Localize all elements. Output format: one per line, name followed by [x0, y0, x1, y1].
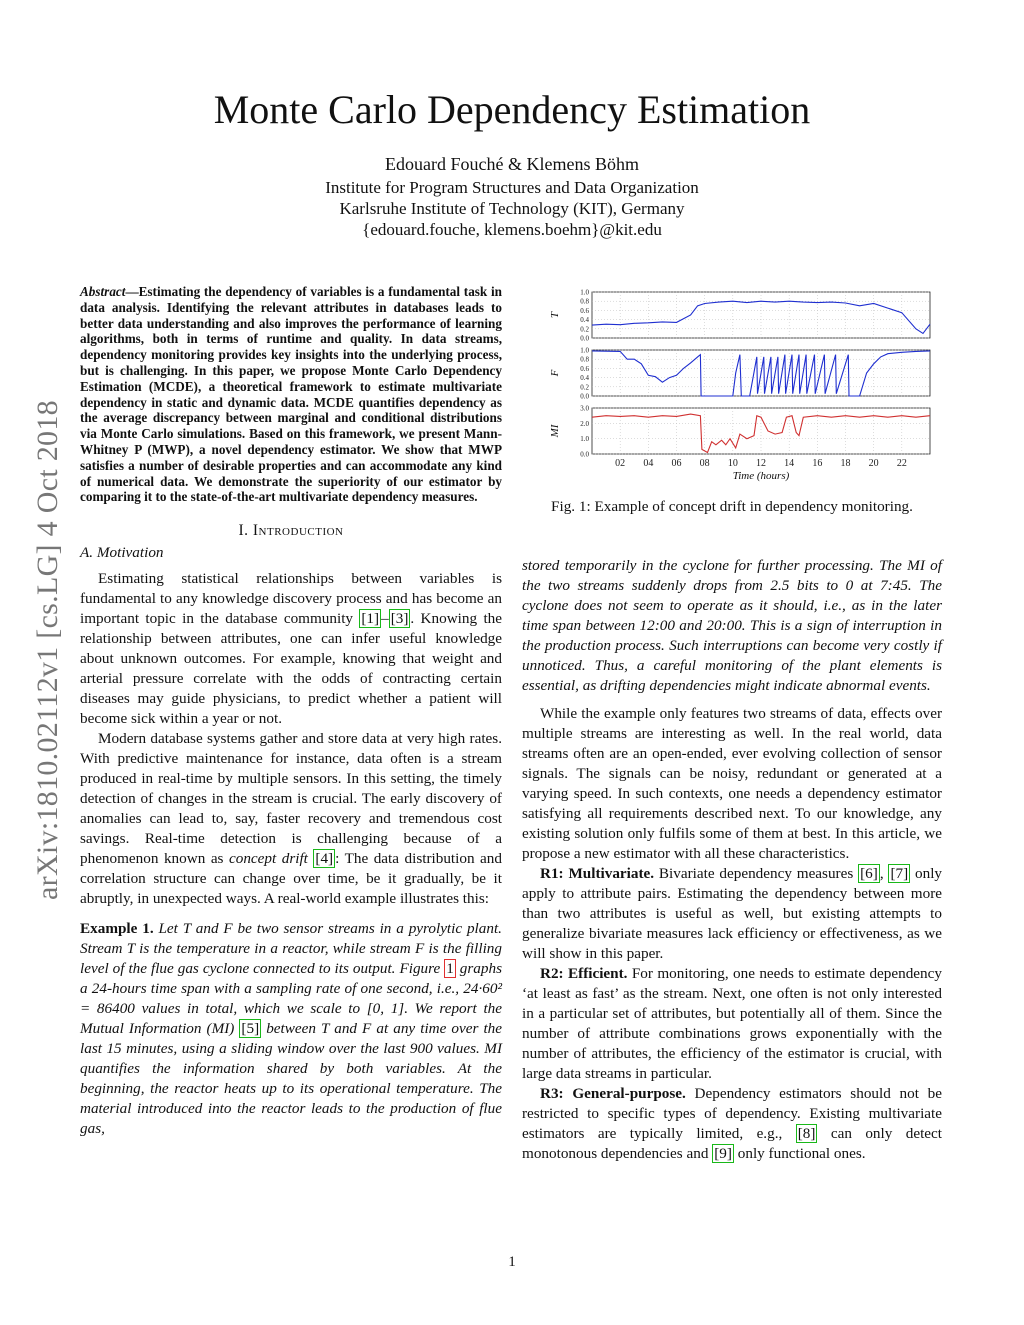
y-tick-label: 2.0: [580, 419, 589, 428]
intro-paragraph-2: Modern database systems gather and store data at very high rates. With predictive maintenance for instance, data often is a stream produced in real-time by multiple sensors. In this setting, the timely detection of changes in the stream is crucial. The early discovery of anomalies can lead to, say, faster recovery and tremendous cost savings. Real-time detection is challenging because of a phenomenon known as concept drift [4] : The data distribution and correlation structure can change over time, be it gradually, be it abruptly, in unexpected ways. A real-world example illustrates this:: [80, 730, 502, 908]
author-email: {edouard.fouche, klemens.boehm}@kit.edu: [362, 220, 662, 239]
y-tick-label: 0.0: [580, 334, 589, 343]
arxiv-stamp: [18, 360, 78, 940]
figure-1: [522, 284, 942, 484]
citation-link[interactable]: [1]: [361, 610, 380, 628]
abstract-lead: Abstract: [80, 284, 126, 299]
intro-paragraph-1: Estimating statistical relationships between variables is fundamental to any knowledge discovery process and has become an important topic in the database community [1] – [3] . Knowing the relationship between attributes, one can infer useful knowledge about unknown outcomes. For example, knowing that weight and arterial pressure correlate with the odds of contracting certain diseases may guide physicians, to predict whether a patient will become sick within a year or not.: [80, 570, 502, 728]
example-1: Example 1. Let T and F be two sensor streams in a pyrolytic plant. Stream T is the temperature in a reactor, while stream F is the filling level of the flue gas cyclone connected to its output. Figure 1 graphs a 24-hours time span with a sampling rate of one second, i.e., 24·60² = 86400 values in total, which we scale to [0, 1]. We report the Mutual Information (MI) [5] between T and F at any time over the last 15 minutes, using a sliding window over the last 900 values. MI quantifies the information shared by both variables. At the beginning, the reactor heats up to its operational temperature. The material introduced into the reactor leads to the production of flue gas,: [80, 920, 503, 1138]
y-tick-label: 0.4: [580, 316, 589, 325]
example-continuation: stored temporarily in the cyclone for further processing. The MI of the two streams suddenly drops from 2.5 bits to 0 at 7:45. The cyclone does not seem to operate as it should, i.e., as in the later time span between 12:00 and 20:00. This is a sign of interruption in the production process. Such interruptions can become very costly if unnoticed. Thus, a careful monitoring of the plant elements is essential, as drifting dependencies might indicate abnormal events.: [522, 557, 942, 694]
y-tick-label: 3.0: [580, 404, 589, 413]
subsection-heading-motivation: A. Motivation: [80, 544, 164, 562]
y-tick-label: 1.0: [580, 435, 589, 444]
left-column: [80, 284, 502, 1139]
x-tick-label: 18: [840, 458, 851, 469]
paper-title: Monte Carlo Dependency Estimation: [213, 87, 811, 132]
y-tick-label: 0.0: [580, 392, 589, 401]
x-tick-label: 14: [784, 458, 795, 469]
section-heading-introduction: I. Introduction: [238, 522, 344, 540]
y-axis-label: F: [549, 369, 561, 377]
citation-link[interactable]: [8]: [797, 1125, 816, 1142]
y-tick-label: 1.0: [580, 346, 589, 355]
y-tick-label: 0.0: [580, 450, 589, 459]
figure-reference-link[interactable]: 1: [446, 960, 454, 978]
y-tick-label: 0.6: [580, 306, 589, 315]
requirement-r2: R2: Efficient. For monitoring, one needs to estimate dependency ‘at least as fast’ as the stream. Next, one often is not only interested in a particular set of attributes, but potentially all of them. Since the number of attribute combinations grows exponentially with the number of attributes, the efficiency of the estimator is crucial, with large data streams in particular.: [522, 965, 942, 1082]
y-tick-label: 0.8: [580, 297, 589, 306]
y-axis-label: MI: [549, 424, 561, 438]
y-tick-label: 0.2: [580, 325, 589, 334]
abstract: [80, 284, 502, 505]
requirement-r3: R3: General-purpose. Dependency estimators should not be restricted to specific types of dependency. Existing multivariate estimators are typically limited, e.g., [8] can only detect monotonous dependencies and [9] only functional ones.: [522, 1085, 943, 1162]
y-tick-label: 0.6: [580, 364, 589, 373]
x-tick-label: 12: [756, 458, 766, 469]
x-axis-label: Time (hours): [732, 470, 790, 482]
citation-link[interactable]: [6]: [860, 865, 878, 882]
x-tick-label: 20: [868, 458, 879, 469]
arxiv-id: arXiv:1810.02112v1 [cs.LG] 4 Oct 2018: [31, 400, 64, 900]
series-line-mi: [592, 414, 930, 452]
y-tick-label: 0.2: [580, 383, 589, 392]
citation-link[interactable]: [9]: [714, 1145, 732, 1162]
x-tick-label: 06: [671, 458, 682, 469]
x-tick-label: 10: [727, 458, 738, 469]
requirement-r1: R1: Multivariate. Bivariate dependency measures [6] , [7] only apply to attribute pairs. Estimating the dependency between more than two attributes is useful as well, but existing attempts to generalize bivariate measures lack efficiency or effectiveness, as we will show in this paper.: [522, 865, 943, 962]
citation-link[interactable]: [5]: [241, 1020, 260, 1038]
x-tick-label: 16: [812, 458, 823, 469]
author-block: [0, 154, 1024, 240]
y-tick-label: 0.8: [580, 355, 589, 364]
figure-caption: Fig. 1: Example of concept drift in dependency monitoring.: [551, 498, 913, 515]
example-label: Example 1.: [80, 920, 154, 938]
citation-link[interactable]: [3]: [390, 610, 409, 628]
concept-drift-chart: [522, 284, 942, 484]
paragraph-streams: While the example only features two streams of data, effects over multiple streams are interesting as well. In the real world, data streams often are an open-ended, ever evolving collection of sensor signals. The signals can be noisy, redundant or generated at a varying speed. In such contexts, one needs a dependency estimator satisfying all requirements described next. To our knowledge, any existing solution only fulfils some of them at best. In this article, we propose a new estimator with all these characteristics.: [522, 705, 942, 862]
abstract-text: —Estimating the dependency of variables is a fundamental task in data analysis. Identifying the relevant attributes in databases leads to better data understanding and also improves the performance of learning algorithms, both in terms of runtime and quality. In data streams, dependency monitoring provides key insights into the underlying process, but is challenging. In this paper, we propose Monte Carlo Dependency Estimation (MCDE), a theoretical framework to estimate multivariate dependency in static and dynamic data. MCDE quantifies dependency as the average discrepancy between marginal and conditional distributions via Monte Carlo simulations. Based on this framework, we present Mann-Whitney P (MWP), a novel dependency estimator. We show that MWP satisfies a number of desirable properties and can accommodate any kind of numerical data. We demonstrate the superiority of our estimator by comparing it to the state-of-the-art multivariate dependency measures.: [80, 284, 502, 505]
y-tick-label: 0.4: [580, 374, 589, 383]
x-tick-label: 08: [699, 458, 710, 469]
affiliation-1: Institute for Program Structures and Data Organization: [325, 178, 699, 197]
citation-link[interactable]: [7]: [890, 865, 909, 882]
x-tick-label: 22: [896, 458, 907, 469]
x-tick-label: 02: [615, 458, 626, 469]
page-number: 1: [508, 1254, 516, 1270]
right-column: [522, 556, 942, 1164]
author-names: Edouard Fouché & Klemens Böhm: [385, 154, 639, 174]
citation-link[interactable]: [4]: [315, 850, 334, 868]
y-tick-label: 1.0: [580, 288, 589, 297]
affiliation-2: Karlsruhe Institute of Technology (KIT), Germany: [339, 199, 685, 218]
y-axis-label: T: [549, 311, 561, 319]
x-tick-label: 04: [643, 458, 654, 469]
